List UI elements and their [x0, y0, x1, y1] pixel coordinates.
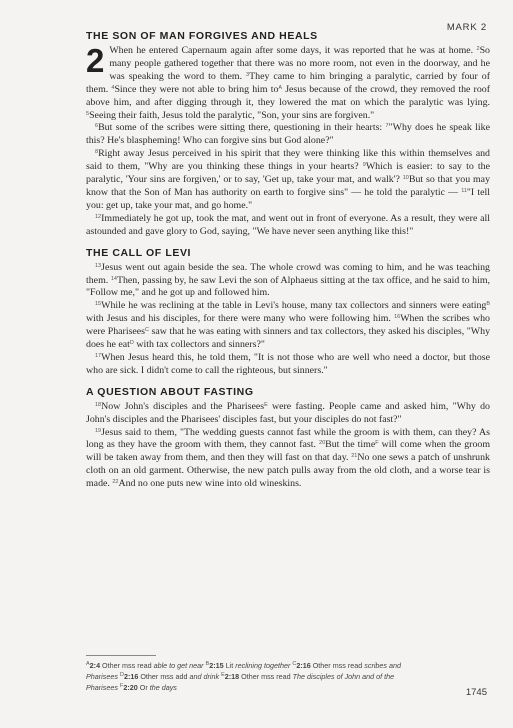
section-body [86, 262, 490, 378]
verse-number: 2 [476, 46, 480, 52]
verse-text: saw that he was eating with sinners and tax collectors, they asked his disciples, "Why does he eat [86, 326, 491, 351]
section-heading: THE SON OF MAN FORGIVES AND HEALS [86, 30, 318, 42]
verse-text: Jesus said to them, "The wedding guests cannot fast while the groom is with them, can they? As long as they have the groom with them, they cannot fast. [86, 426, 490, 451]
footnotes [86, 660, 406, 693]
footnote-reference: 2:20 [123, 683, 138, 692]
verse-text: And no one puts new wine into old wineskins. [118, 478, 302, 490]
verse-text: Jesus went out again beside the sea. The whole crowd was coming to him, and he was teaching them. [86, 261, 490, 286]
verse-number: 17 [95, 352, 102, 359]
paragraph [86, 401, 490, 427]
verse-text: But so that you may know that the Son of Man has authority on earth to forgive sins" — he told the paralytic — [86, 174, 491, 198]
verse-text: will come when the groom will be taken away from them, and then they will fast on that day. [86, 439, 491, 464]
section-question-about-fasting [86, 386, 490, 491]
footnote-text: Other mss read [239, 672, 293, 681]
verse-text: with Jesus and his disciples, for there were many who were following him. [86, 313, 395, 325]
verse-number: 18 [95, 401, 102, 408]
footnote-rule [86, 655, 156, 656]
footnote [206, 661, 291, 670]
footnote-letter: D [119, 672, 124, 678]
verse-number: 20 [319, 440, 326, 447]
verse-text: "Why does he speak like this? He's blaspheming! Who can forgive sins but God alone?" [86, 122, 490, 147]
verse-text: So many people gathered together that there was no more room, not even in the doorway, and he was speaking the word to them. [109, 45, 490, 82]
paragraph [86, 213, 490, 239]
verse-number: 14 [110, 275, 117, 282]
verse-number: 19 [95, 427, 102, 434]
text-column [86, 30, 490, 491]
section-heading: A QUESTION ABOUT FASTING [86, 385, 254, 398]
section-son-of-man [86, 30, 490, 239]
footnote [120, 672, 219, 681]
footnote-reading: the days [149, 683, 177, 692]
footnote-reading: scribes and Pharisees [86, 661, 402, 681]
section-body [86, 401, 490, 491]
verse-text: Seeing their faith, Jesus told the paralytic, "Son, your sins are forgiven." [89, 109, 375, 121]
verse-text: No one sews a patch of unshrunk cloth on an old garment. Otherwise, the new patch pulls away from the old cloth, and a worse tear is made. [86, 452, 490, 490]
footnote-text: Or [137, 683, 150, 692]
footnote-marker[interactable]: E [264, 401, 268, 408]
verse-text: But some of the scribes were sitting there, questioning in their hearts: [98, 122, 386, 134]
verse-number: 11 [461, 187, 467, 194]
verse-number: 6 [95, 123, 99, 130]
footnote-letter: E [221, 672, 225, 678]
verse-number: 9 [362, 162, 366, 169]
footnote-reference: 2:15 [209, 661, 224, 670]
footnote-reference: 2:16 [123, 672, 139, 681]
footnote-letter: B [205, 661, 210, 667]
verse-text: Which is easier: to say to the paralytic, 'Your sins are forgiven,' or to say, 'Get up, take your mat, and walk'? [86, 161, 490, 186]
footnote-text: Other mss add [138, 672, 190, 681]
paragraph [86, 262, 490, 301]
footnote-reading: reclining together [235, 661, 291, 670]
footnote-marker[interactable]: B [486, 301, 490, 308]
footnote-reading: and drink [189, 672, 220, 681]
verse-text: When Jesus heard this, he told them, "It is not those who are well who need a doctor, but those who are sick. I didn't come to call the righteous, but sinners." [86, 351, 490, 376]
footnote-reading: The disciples of John and of the Pharisees [86, 672, 395, 692]
verse-text: were fasting. People came and asked him, "Why do John's disciples and the Pharisees' disciples fast, but your disciples do not fast?" [86, 400, 490, 425]
verse-text: Immediately he got up, took the mat, and went out in front of everyone. As a result, they were all astounded and gave glory to God, saying, "We have never seen anything like this!" [86, 212, 490, 237]
verse-text: Jesus because of the crowd, they removed the roof above him, and after digging through it, they lowered the mat on which the paralytic was lying. [86, 83, 490, 108]
verse-number: 21 [351, 453, 358, 460]
verse-number: 7 [385, 123, 389, 130]
verse-text: When he entered Capernaum again after some days, it was reported that he was at home. [109, 45, 477, 56]
footnote [86, 661, 204, 670]
footnote-reference: 2:18 [224, 672, 240, 681]
verse-number: 3 [246, 71, 250, 78]
verse-text: While he was reclining at the table in Levi's house, many tax collectors and sinners were eating [101, 300, 487, 312]
footnote [120, 683, 177, 692]
section-heading: THE CALL OF LEVI [86, 246, 192, 259]
footnote-marker[interactable]: A [278, 84, 283, 91]
footnote-text: Lit [223, 661, 236, 670]
footnote-marker[interactable]: F [375, 440, 379, 447]
verse-number: 12 [95, 213, 102, 220]
running-head: MARK 2 [446, 22, 487, 33]
verse-text: Then, passing by, he saw Levi the son of Alphaeus sitting at the tax office, and he said to him, "Follow me," and he got up and followed him. [86, 274, 490, 299]
footnote-letter: C [292, 661, 297, 667]
footnote-reference: 2:4 [89, 661, 101, 670]
footnote-text: Other mss read [310, 661, 365, 670]
verse-number: 15 [95, 301, 102, 308]
footnote-reference: 2:16 [296, 661, 311, 670]
verse-number: 16 [394, 314, 401, 321]
footnote-marker[interactable]: C [145, 327, 150, 334]
paragraph [86, 352, 490, 378]
paragraph [86, 148, 490, 213]
paragraph [86, 300, 490, 352]
chapter-number: 2 [86, 42, 105, 79]
verse-text: Right away Jesus perceived in his spirit that they were thinking like this within themselves and said to them, "Why are you thinking these things in your hearts? [86, 148, 490, 173]
footnote-marker[interactable]: D [129, 340, 134, 347]
verse-number: 5 [86, 110, 90, 117]
page-number: 1745 [465, 687, 487, 698]
paragraph [86, 122, 490, 148]
verse-number: 10 [402, 175, 409, 182]
footnote-letter: F [119, 683, 124, 689]
verse-text: Now John's disciples and the Pharisees [101, 400, 265, 412]
section-call-of-levi [86, 247, 490, 378]
paragraph [86, 42, 490, 122]
verse-text: Since they were not able to bring him to [114, 83, 279, 95]
verse-text: When the scribes who were Pharisees [86, 313, 490, 338]
footnote-text: Other mss read [100, 661, 154, 670]
verse-text: with tax collectors and sinners?" [133, 339, 265, 351]
footnote-letter: A [86, 661, 90, 667]
paragraph [86, 427, 490, 492]
verse-text: But the time [325, 439, 376, 451]
verse-number: 8 [95, 149, 99, 156]
verse-number: 22 [112, 479, 119, 486]
verse-number: 4 [111, 84, 115, 91]
verse-number: 13 [95, 262, 102, 269]
section-body [86, 42, 491, 239]
footnote-reading: able to get near [153, 661, 204, 670]
verse-text: "I tell you: get up, take your mat, and go home." [86, 186, 490, 211]
verse-text: They came to him bringing a paralytic, carried by four of them. [86, 70, 490, 95]
